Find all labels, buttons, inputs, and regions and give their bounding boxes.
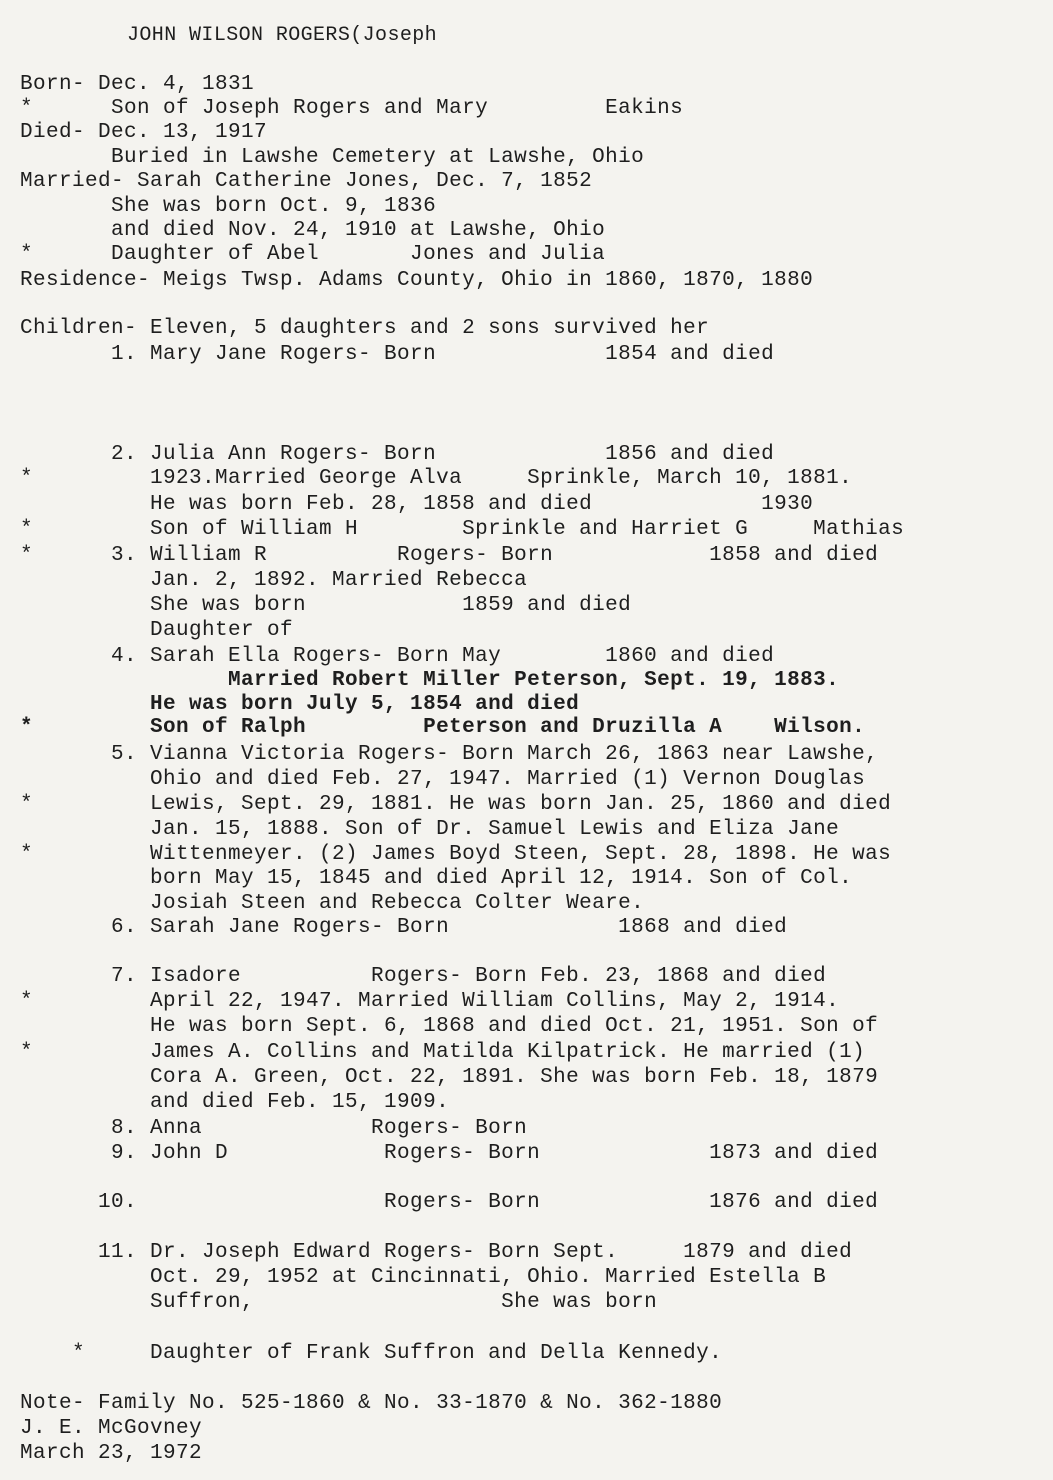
text-line: and died Nov. 24, 1910 at Lawshe, Ohio	[20, 219, 606, 242]
text-line: * April 22, 1947. Married William Collins, May 2, 1914.	[20, 990, 840, 1013]
text-line: 8. Anna Rogers- Born	[20, 1117, 528, 1140]
text-line: * Son of William H Sprinkle and Harriet G Mathias	[20, 518, 905, 541]
text-line: Oct. 29, 1952 at Cincinnati, Ohio. Married Estella B	[20, 1266, 827, 1289]
text-line: Residence- Meigs Twsp. Adams County, Ohio in 1860, 1870, 1880	[20, 269, 814, 292]
text-line: 6. Sarah Jane Rogers- Born 1868 and died	[20, 916, 788, 939]
document-title: JOHN WILSON ROGERS(Joseph	[127, 24, 438, 47]
text-line: She was born 1859 and died	[20, 594, 632, 617]
text-line: 11. Dr. Joseph Edward Rogers- Born Sept. 1879 and died	[20, 1241, 853, 1264]
text-line: Josiah Steen and Rebecca Colter Weare.	[20, 892, 645, 915]
text-line: * Daughter of Frank Suffron and Della Kennedy.	[20, 1342, 723, 1365]
text-line: Cora A. Green, Oct. 22, 1891. She was born Feb. 18, 1879	[20, 1066, 879, 1089]
text-line: Married Robert Miller Peterson, Sept. 19, 1883.	[20, 669, 840, 692]
text-line: * Son of Joseph Rogers and Mary Eakins	[20, 97, 684, 120]
text-line: * Lewis, Sept. 29, 1881. He was born Jan. 25, 1860 and died	[20, 793, 892, 816]
text-line: She was born Oct. 9, 1836	[20, 195, 437, 218]
text-line: * Wittenmeyer. (2) James Boyd Steen, Sept. 28, 1898. He was	[20, 843, 892, 866]
text-line: Daughter of	[20, 619, 294, 642]
text-line: Buried in Lawshe Cemetery at Lawshe, Ohio	[20, 146, 645, 169]
text-line: He was born Sept. 6, 1868 and died Oct. 21, 1951. Son of	[20, 1015, 879, 1038]
author-line: J. E. McGovney	[20, 1417, 203, 1440]
text-line: 7. Isadore Rogers- Born Feb. 23, 1868 and died	[20, 965, 827, 988]
text-line: * 3. William R Rogers- Born 1858 and died	[20, 544, 879, 567]
text-line: Jan. 15, 1888. Son of Dr. Samuel Lewis and Eliza Jane	[20, 818, 840, 841]
text-line: He was born Feb. 28, 1858 and died 1930	[20, 493, 814, 516]
text-line: Ohio and died Feb. 27, 1947. Married (1) Vernon Douglas	[20, 768, 866, 791]
text-line: Jan. 2, 1892. Married Rebecca	[20, 569, 528, 592]
text-line: Born- Dec. 4, 1831	[20, 73, 255, 96]
text-line: 2. Julia Ann Rogers- Born 1856 and died	[20, 443, 775, 466]
text-line: * 1923.Married George Alva Sprinkle, March 10, 1881.	[20, 467, 853, 490]
text-line: Suffron, She was born	[20, 1291, 658, 1314]
text-line: * Daughter of Abel Jones and Julia	[20, 243, 606, 266]
date-line: March 23, 1972	[20, 1442, 203, 1465]
text-line: He was born July 5, 1854 and died	[20, 693, 580, 716]
text-line: 10. Rogers- Born 1876 and died	[20, 1191, 879, 1214]
text-line: * James A. Collins and Matilda Kilpatrick. He married (1)	[20, 1041, 866, 1064]
text-line: Children- Eleven, 5 daughters and 2 sons survived her	[20, 317, 710, 340]
note-line: Note- Family No. 525-1860 & No. 33-1870 & No. 362-1880	[20, 1392, 723, 1415]
text-line: Died- Dec. 13, 1917	[20, 121, 268, 144]
text-line: 9. John D Rogers- Born 1873 and died	[20, 1142, 879, 1165]
text-line: 1. Mary Jane Rogers- Born 1854 and died	[20, 343, 775, 366]
text-line: Married- Sarah Catherine Jones, Dec. 7, 1852	[20, 170, 593, 193]
text-line: 4. Sarah Ella Rogers- Born May 1860 and died	[20, 645, 775, 668]
text-line: born May 15, 1845 and died April 12, 1914. Son of Col.	[20, 867, 853, 890]
text-line: 5. Vianna Victoria Rogers- Born March 26, 1863 near Lawshe,	[20, 743, 879, 766]
text-line: and died Feb. 15, 1909.	[20, 1091, 450, 1114]
text-line: * Son of Ralph Peterson and Druzilla A Wilson.	[20, 716, 866, 739]
